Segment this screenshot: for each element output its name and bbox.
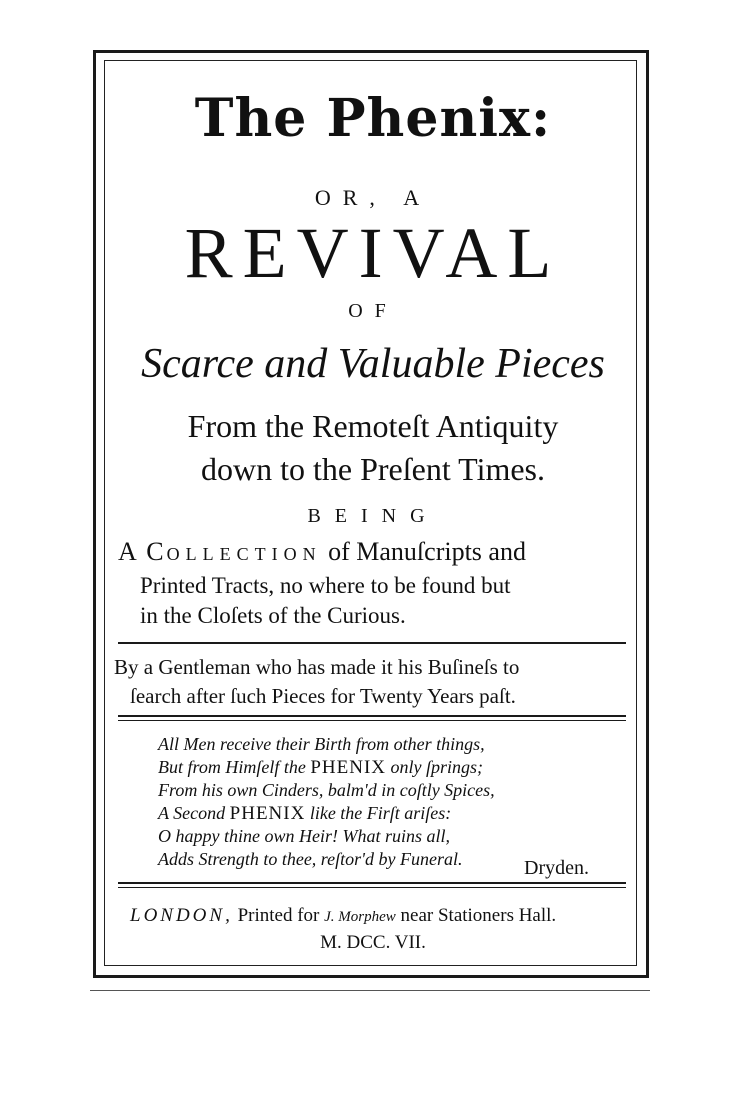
main-title: The Phenix:	[194, 88, 552, 149]
divider-rule	[118, 715, 626, 717]
divider-rule	[118, 720, 626, 721]
of-line: OF	[348, 300, 398, 322]
author-line-1: By a Gentleman who has made it his Buſineſs to	[114, 655, 520, 679]
scarce-line: Scarce and Valuable Pieces	[141, 341, 605, 387]
being-line: BEING	[307, 505, 439, 527]
poem-line-1: All Men receive their Birth from other things,	[158, 734, 485, 754]
imprint-date: M. DCC. VII.	[320, 932, 426, 953]
divider-rule	[118, 642, 626, 644]
author-line-2: ſearch after ſuch Pieces for Twenty Years paſt.	[130, 684, 516, 708]
divider-rule	[118, 887, 626, 888]
imprint-line: LONDON, Printed for J. Morphew near Stationers Hall.	[130, 905, 557, 926]
page-edge-rule	[90, 990, 650, 991]
divider-rule	[118, 882, 626, 884]
revival-heading: REVIVAL	[184, 213, 562, 293]
poem-line-4: A Second PHENIX like the Firſt ariſes:	[158, 803, 452, 824]
poem-line-5: O happy thine own Heir! What ruins all,	[158, 826, 450, 846]
poem-line-3: From his own Cinders, balm'd in coſtly Spices,	[158, 780, 495, 800]
present-times-line: down to the Preſent Times.	[200, 451, 545, 487]
poem-attribution: Dryden.	[524, 857, 589, 879]
collection-line-3: in the Cloſets of the Curious.	[140, 603, 406, 628]
or-a-line: OR, A	[314, 185, 432, 210]
collection-line-2: Printed Tracts, no where to be found but	[140, 573, 511, 598]
poem-line-6: Adds Strength to thee, reſtor'd by Funeral.	[158, 849, 463, 869]
antiquity-line: From the Remoteſt Antiquity	[187, 408, 559, 444]
poem-line-2: But from Himſelf the PHENIX only ſprings;	[158, 757, 483, 778]
collection-line-1: A COLLECTION of Manuſcripts and	[118, 537, 526, 566]
